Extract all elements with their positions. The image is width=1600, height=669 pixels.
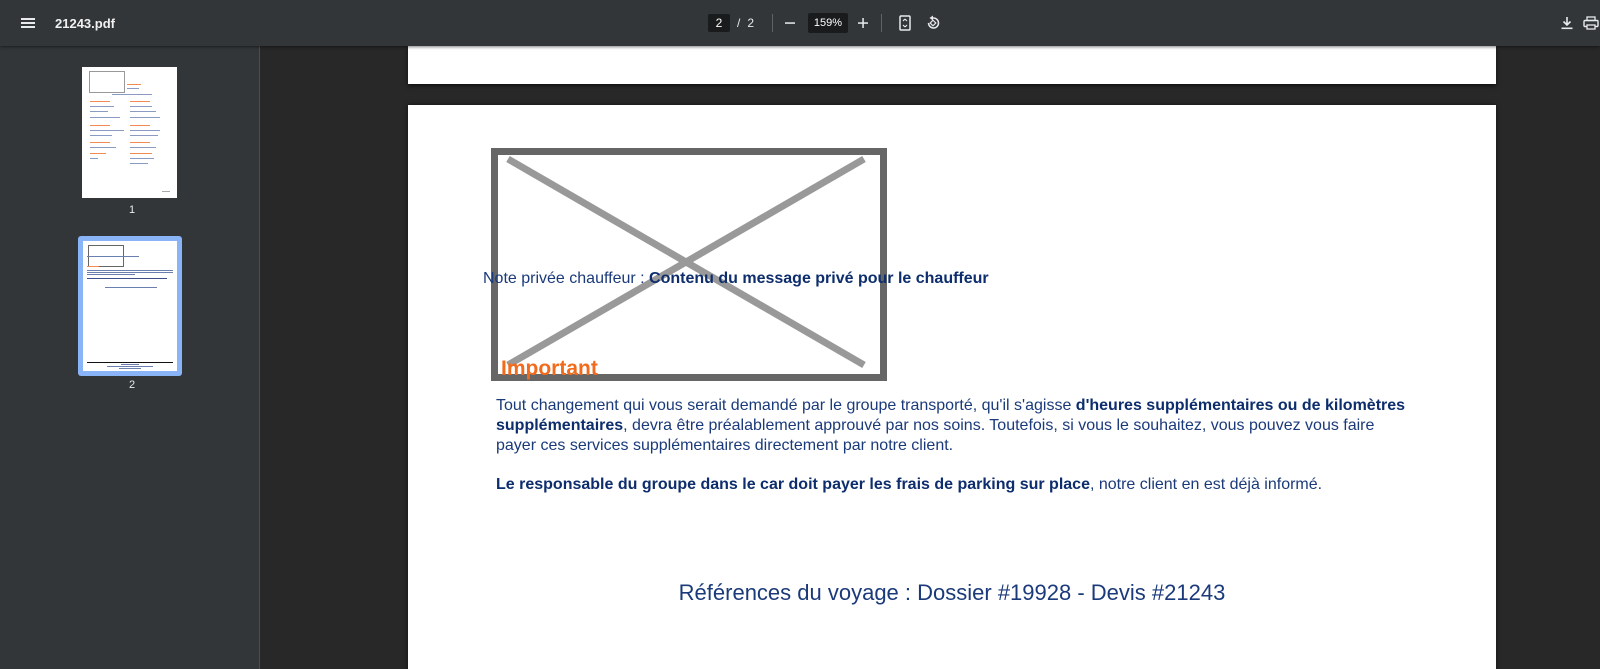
thumbnail-text-line [90,106,114,107]
file-title: 21243.pdf [55,15,115,31]
thumbnail-text-line [105,287,157,288]
fit-page-button[interactable] [893,11,917,35]
thumbnail-label: 2 [128,379,136,391]
paragraph-bold-text: d'heures supplémentaires ou de kilomètres supplémentaires [496,397,1406,434]
page-1-bottom [408,46,1496,84]
thumbnail-image-placeholder [89,71,125,93]
thumbnail-text-line [87,274,135,275]
page-thumbnail-1[interactable] [82,67,177,198]
driver-note-value: Contenu du message privé pour le chauffeur [649,270,989,287]
paragraph-text: , notre client en est déjà informé. [1089,476,1323,493]
thumbnail-text-line [87,272,173,273]
thumbnail-text-line [130,130,160,131]
thumbnail-text-line [87,266,99,267]
trip-references: Références du voyage : Dossier #19928 - Devis #21243 [678,580,1226,605]
print-button[interactable] [1583,11,1600,35]
menu-icon [21,18,35,28]
thumbnail-text-line [90,147,116,148]
total-pages: 2 [747,16,755,30]
thumbnail-text-line [90,101,110,102]
driver-note-label: Note privée chauffeur : [483,270,645,287]
menu-button[interactable] [16,0,40,46]
thumbnail-text-line [90,153,106,154]
toolbar-divider [772,14,773,32]
paragraph-bold-text: Le responsable du groupe dans le car doit payer les frais de parking sur place [496,476,1090,493]
thumbnail-text-line [90,125,110,126]
thumbnail-text-line [90,135,112,136]
zoom-in-button[interactable] [851,11,875,35]
broken-image-icon [498,155,880,374]
thumbnail-text-line [130,158,154,159]
driver-note [483,270,989,288]
thumbnail-text-line [130,101,150,102]
thumbnail-text-line [130,117,160,118]
thumbnail-text-line [130,153,152,154]
important-heading: Important [501,357,598,380]
thumbnail-text-line [130,147,156,148]
thumbnail-text-line [107,366,153,367]
rotate-button[interactable] [921,11,945,35]
thumbnail-text-line [90,130,124,131]
zoom-level-input[interactable] [808,13,848,33]
page-number-input[interactable] [708,14,730,32]
thumbnail-text-line [90,158,98,159]
broken-image [491,148,887,381]
page-selector [708,0,754,46]
thumbnail-text-line [162,191,170,192]
thumbnail-text-line [119,368,141,369]
thumbnail-text-line [90,111,108,112]
print-icon [1583,16,1599,30]
thumbnail-text-line [87,270,173,271]
thumbnail-text-line [127,84,141,85]
fit-page-icon [898,15,912,31]
thumbnail-label: 1 [128,204,136,216]
zoom-in-icon [857,17,869,29]
thumbnail-text-line [130,163,148,164]
download-button[interactable] [1555,11,1579,35]
thumbnail-text-line [87,256,139,257]
pdf-toolbar [0,0,1600,46]
thumbnail-text-line [130,106,152,107]
toolbar-divider [881,14,882,32]
thumbnail-text-line [130,142,150,143]
parking-paragraph [496,475,1416,495]
thumbnail-text-line [90,142,110,143]
paragraph-text: , devra être préalablement approuvé par nos soins. Toutefois, si vous le souhaitez, vous pouvez vous faire payer ces services supplémentaires directement par notre client. [496,417,1375,454]
thumbnail-text-line [87,278,167,279]
download-icon [1560,16,1574,30]
paragraph-text: Tout changement qui vous serait demandé par le groupe transporté, qu'il s'agisse [496,397,1076,414]
page-separator: / [737,16,741,30]
thumbnail-text-line [90,117,120,118]
rotate-icon [925,15,941,31]
thumbnail-text-line [112,94,152,95]
thumbnail-text-line [121,364,139,365]
thumbnail-text-line [130,125,150,126]
thumbnail-text-line [130,111,156,112]
zoom-out-button[interactable] [778,11,802,35]
zoom-out-icon [784,17,796,29]
thumbnail-text-line [87,362,173,363]
thumbnail-sidebar [0,46,260,669]
page-thumbnail-2[interactable] [83,241,177,371]
document-viewer[interactable] [260,46,1600,669]
changes-paragraph [496,396,1416,456]
thumbnail-text-line [130,135,158,136]
page-2 [408,105,1496,669]
thumbnail-text-line [127,88,139,89]
